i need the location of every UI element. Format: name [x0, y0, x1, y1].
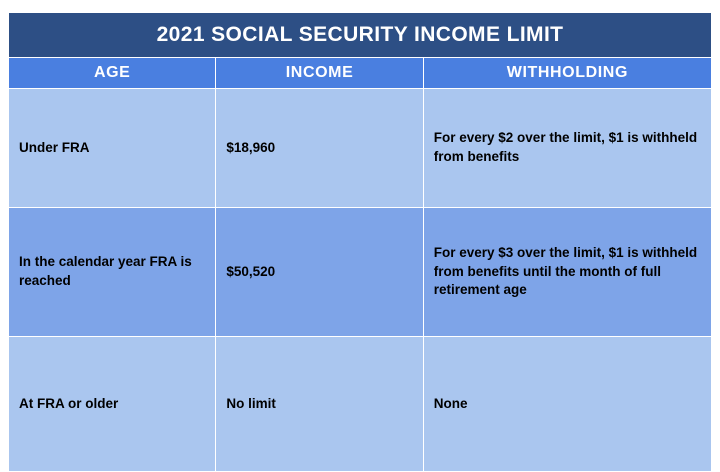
table-row [9, 337, 712, 472]
table-header-row [9, 58, 712, 89]
cell-income-3: No limit [216, 337, 423, 472]
cell-income-2: $50,520 [216, 208, 423, 337]
table-row [9, 208, 712, 337]
table-title-row [9, 13, 712, 58]
cell-withholding-3: None [423, 337, 711, 472]
table-title: 2021 SOCIAL SECURITY INCOME LIMIT [9, 13, 712, 58]
income-limit-table [8, 12, 712, 472]
cell-age-3: At FRA or older [9, 337, 216, 472]
cell-withholding-1: For every $2 over the limit, $1 is withheld from benefits [423, 89, 711, 208]
table-row [9, 89, 712, 208]
cell-income-1: $18,960 [216, 89, 423, 208]
cell-age-2: In the calendar year FRA is reached [9, 208, 216, 337]
column-header-income: INCOME [216, 58, 423, 89]
cell-age-1: Under FRA [9, 89, 216, 208]
column-header-age: AGE [9, 58, 216, 89]
cell-withholding-2: For every $3 over the limit, $1 is withheld from benefits until the month of full retirement age [423, 208, 711, 337]
column-header-withholding: WITHHOLDING [423, 58, 711, 89]
income-limit-table-wrapper [8, 12, 712, 438]
